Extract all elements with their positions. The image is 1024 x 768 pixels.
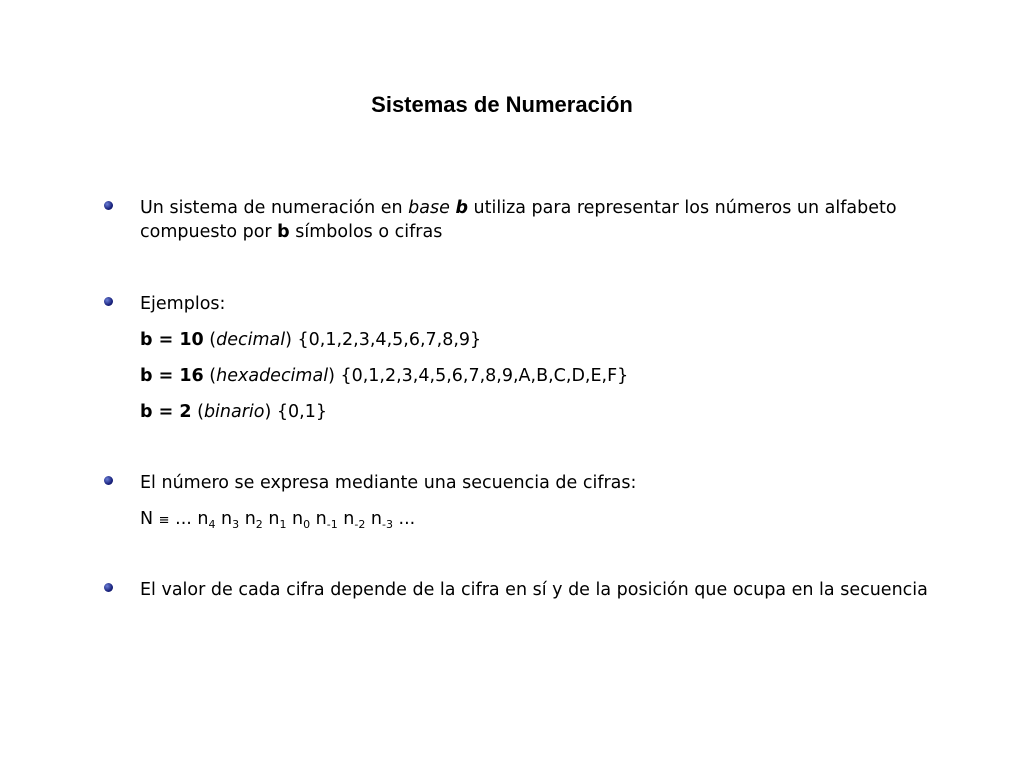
bullet-text — [140, 471, 940, 533]
bullet-icon — [104, 201, 113, 210]
bullet-text — [140, 292, 940, 424]
bullet-text: El valor de cada cifra depende de la cifra en sí y de la posición que ocupa en la secuencia — [140, 580, 928, 600]
sequence-formula: N ≡ ... $n_4$ $n_3$ $n_2$ $n_1$ $n_0$ $n_{-1}$ $n_{-2}$ $n_{-3}$ ... — [140, 509, 416, 531]
bullet-item-examples — [100, 292, 940, 424]
base-variable: b — [277, 222, 290, 242]
bullet-icon — [104, 476, 113, 485]
base-term: base — [408, 198, 450, 218]
bullet-item-sequence — [100, 471, 940, 533]
bullet-icon — [104, 297, 113, 306]
example-decimal: b = 10 (decimal) {0,1,2,3,4,5,6,7,8,9} — [140, 330, 482, 350]
examples-heading: Ejemplos: — [140, 294, 226, 314]
slide-title: Sistemas de Numeración — [371, 92, 633, 117]
bullet-item-definition — [100, 196, 940, 244]
bullet-text: Un sistema de numeración en base b utiliza para representar los números un alfabeto compuesto por b símbolos o cifras — [140, 198, 897, 242]
example-hexadecimal: b = 16 (hexadecimal) {0,1,2,3,4,5,6,7,8,9,A,B,C,D,E,F} — [140, 366, 629, 386]
bullet-icon — [104, 583, 113, 592]
bullet-item-value — [100, 578, 940, 602]
example-binary: b = 2 (binario) {0,1} — [140, 402, 328, 422]
equivalence-symbol: ≡ — [158, 513, 170, 528]
base-variable: b — [455, 198, 468, 218]
sequence-heading: El número se expresa mediante una secuencia de cifras: — [140, 473, 637, 493]
